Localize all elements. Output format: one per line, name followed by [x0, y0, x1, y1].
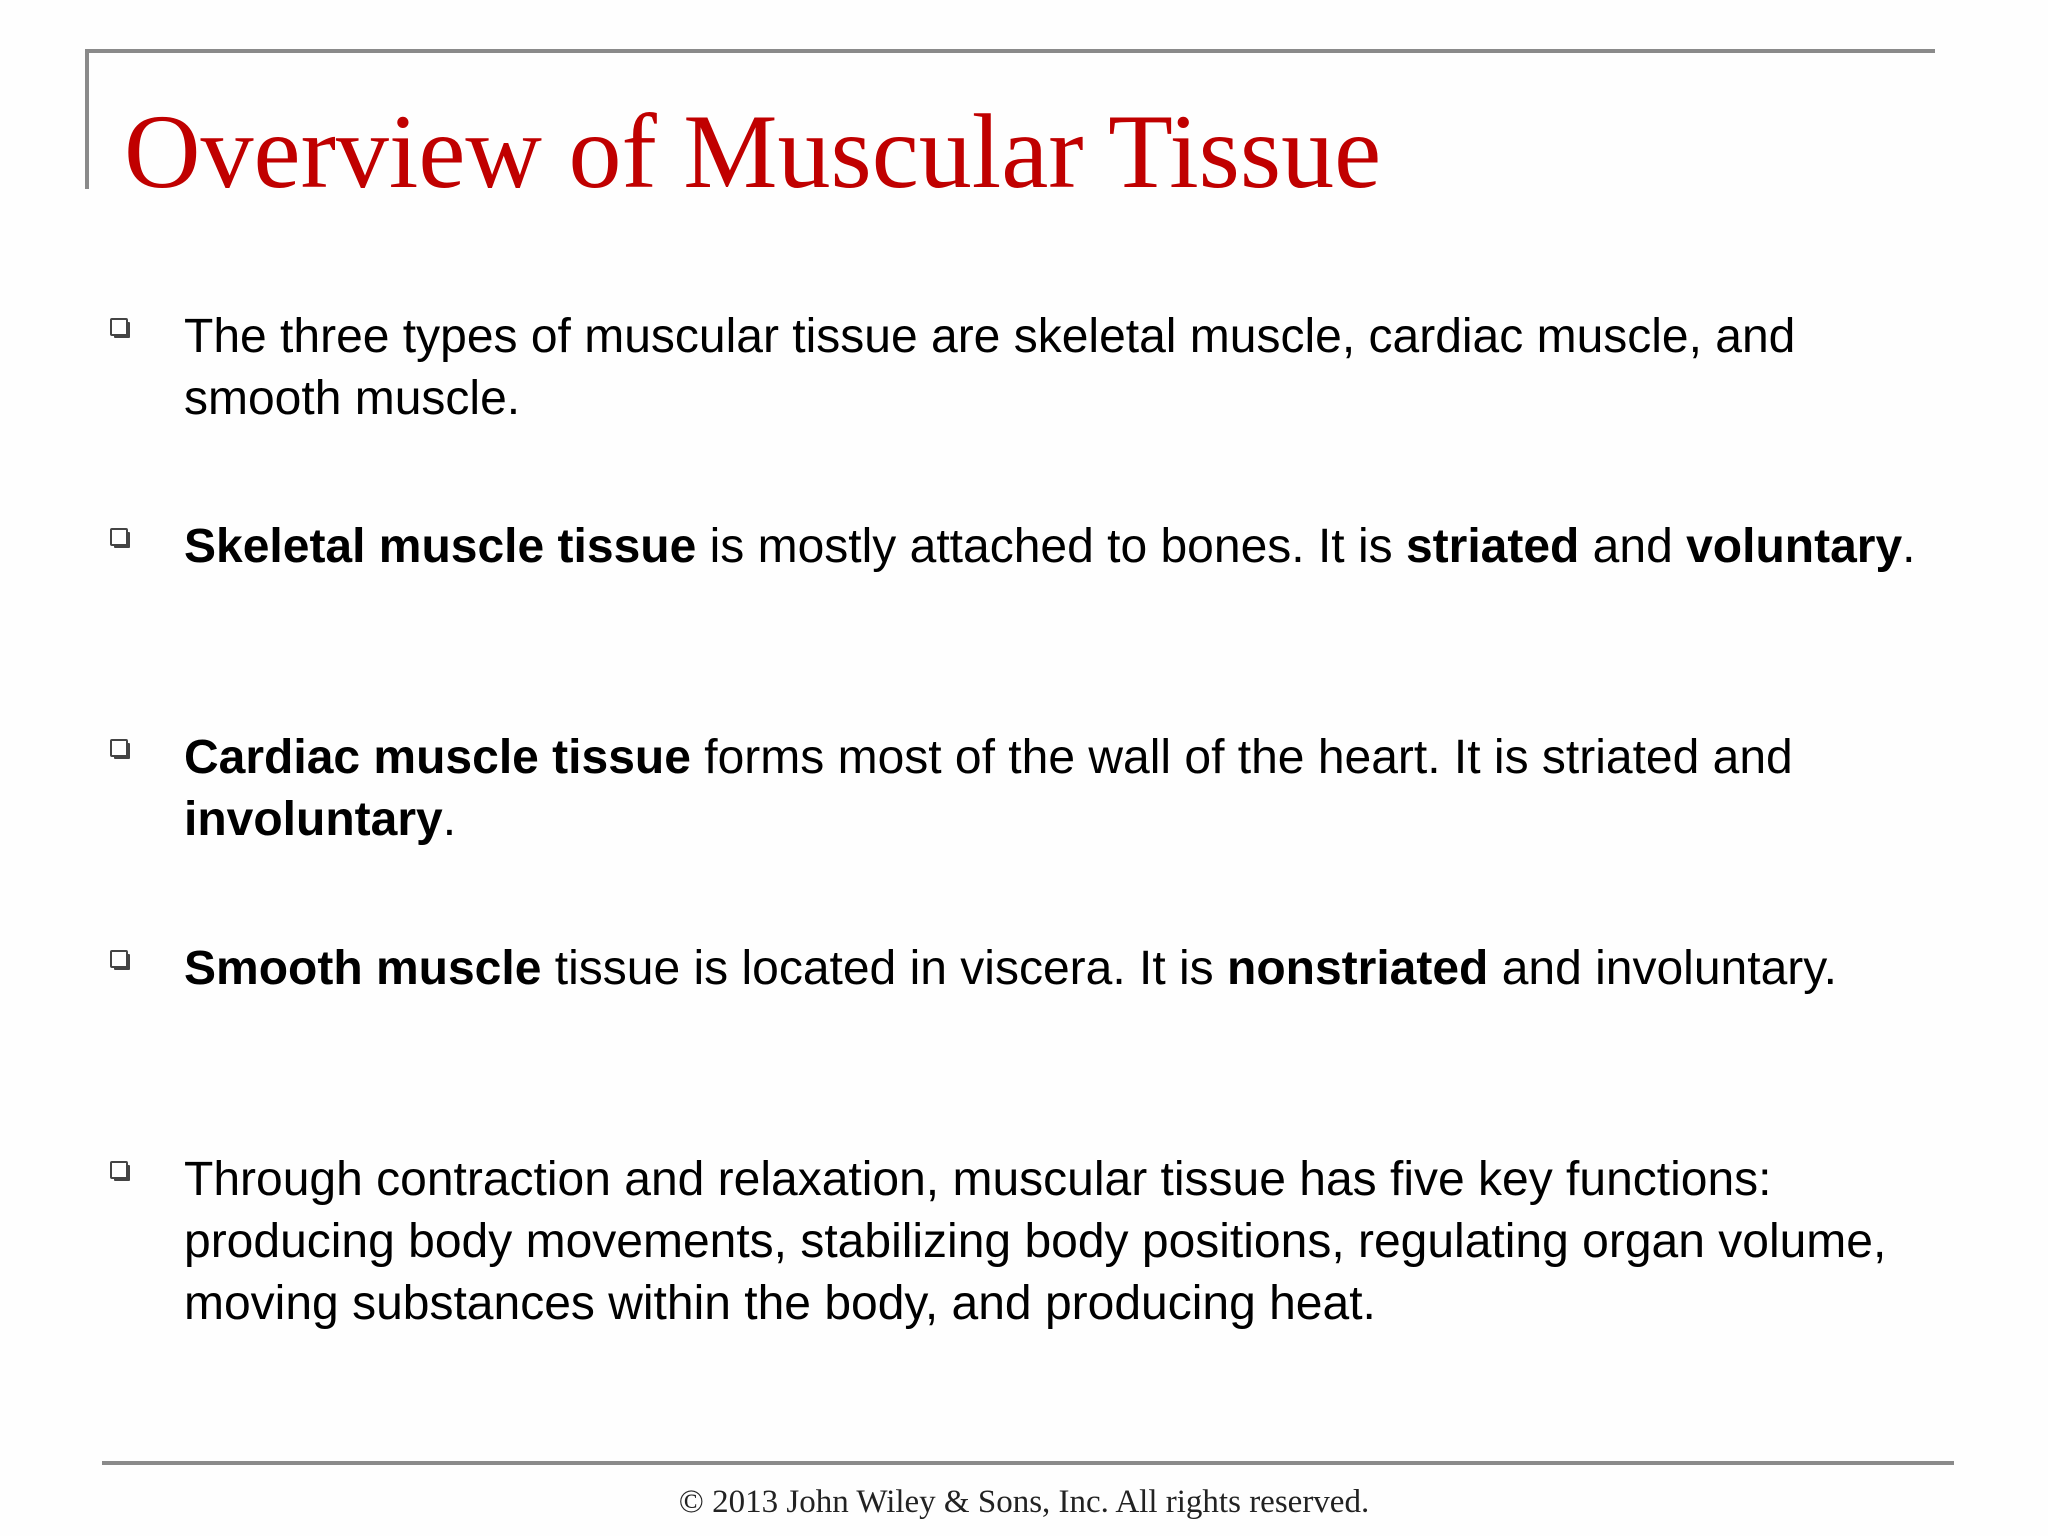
- bullet-text: [184, 938, 1944, 1000]
- square-bullet-icon: [110, 318, 126, 334]
- square-bullet-icon: [110, 739, 126, 755]
- slide-title: Overview of Muscular Tissue: [124, 93, 1382, 210]
- square-bullet-icon: [110, 528, 126, 544]
- text-run: .: [442, 793, 457, 846]
- bullet-text: [184, 516, 1944, 578]
- bullet-text: [184, 306, 1944, 430]
- text-run: tissue is located in viscera. It is: [541, 942, 1227, 995]
- bold-term: Smooth muscle: [184, 942, 542, 995]
- bold-term: Skeletal muscle tissue: [184, 520, 697, 573]
- bullet-text: [184, 1149, 1944, 1335]
- bold-term: involuntary: [184, 793, 443, 846]
- square-bullet-icon: [110, 1161, 126, 1177]
- bold-term: Cardiac muscle tissue: [184, 731, 691, 784]
- text-run: and: [1579, 520, 1687, 573]
- bold-term: striated: [1405, 520, 1580, 573]
- bold-term: nonstriated: [1227, 942, 1489, 995]
- footer-rule: [102, 1461, 1954, 1465]
- text-run: and involuntary.: [1488, 942, 1838, 995]
- text-run: The three types of muscular tissue are skeletal muscle, cardiac muscle, and smooth muscle.: [184, 310, 1796, 425]
- bullet-text: [184, 727, 1944, 851]
- text-run: forms most of the wall of the heart. It is striated and: [690, 731, 1793, 784]
- text-run: .: [1902, 520, 1916, 573]
- square-bullet-icon: [110, 950, 126, 966]
- text-run: Through contraction and relaxation, muscular tissue has five key functions: producing body movements, stabilizing body positions, regulating organ volume, moving substances within the body, and producing heat.: [184, 1153, 1887, 1330]
- text-run: is mostly attached to bones. It is: [696, 520, 1406, 573]
- copyright-footer: © 2013 John Wiley & Sons, Inc. All rights reserved.: [678, 1484, 1370, 1520]
- bold-term: voluntary: [1686, 520, 1903, 573]
